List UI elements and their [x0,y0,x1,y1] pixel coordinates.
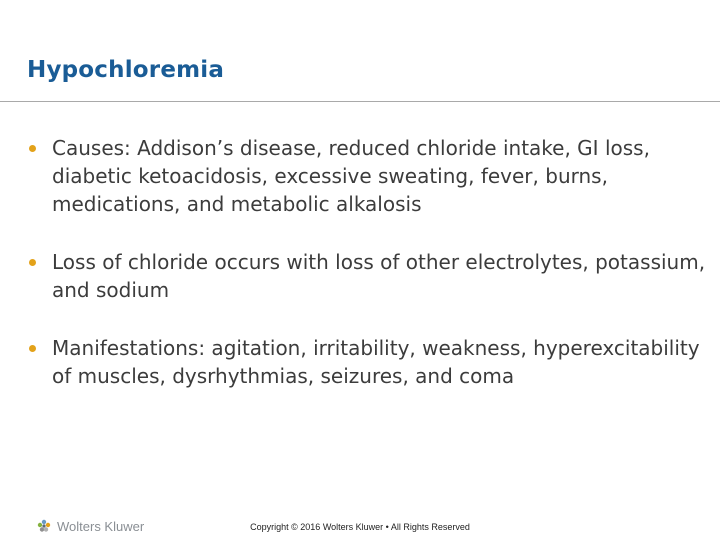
title-divider [0,101,720,102]
bullet-text: Loss of chloride occurs with loss of other electrolytes, potassium, and sodium [52,250,706,302]
bullet-item-causes [26,134,706,218]
bullet-item-manifestations [26,334,706,390]
bullet-dot-icon [29,259,36,266]
bullet-dot-icon [29,345,36,352]
logo-text: Wolters Kluwer [57,518,145,534]
bullet-text: Causes: Addison’s disease, reduced chloride intake, GI loss, diabetic ketoacidosis, excessive sweating, fever, burns, medications, and metabolic alkalosis [52,136,650,216]
bullet-item-loss [26,248,706,304]
bullet-text: Manifestations: agitation, irritability, weakness, hyperexcitability of muscles, dysrhythmias, seizures, and coma [52,336,700,388]
copyright-text: Copyright © 2016 Wolters Kluwer • All Rights Reserved [250,522,470,532]
bullet-list [26,134,706,420]
slide-title: Hypochloremia [27,57,225,83]
bullet-dot-icon [29,145,36,152]
